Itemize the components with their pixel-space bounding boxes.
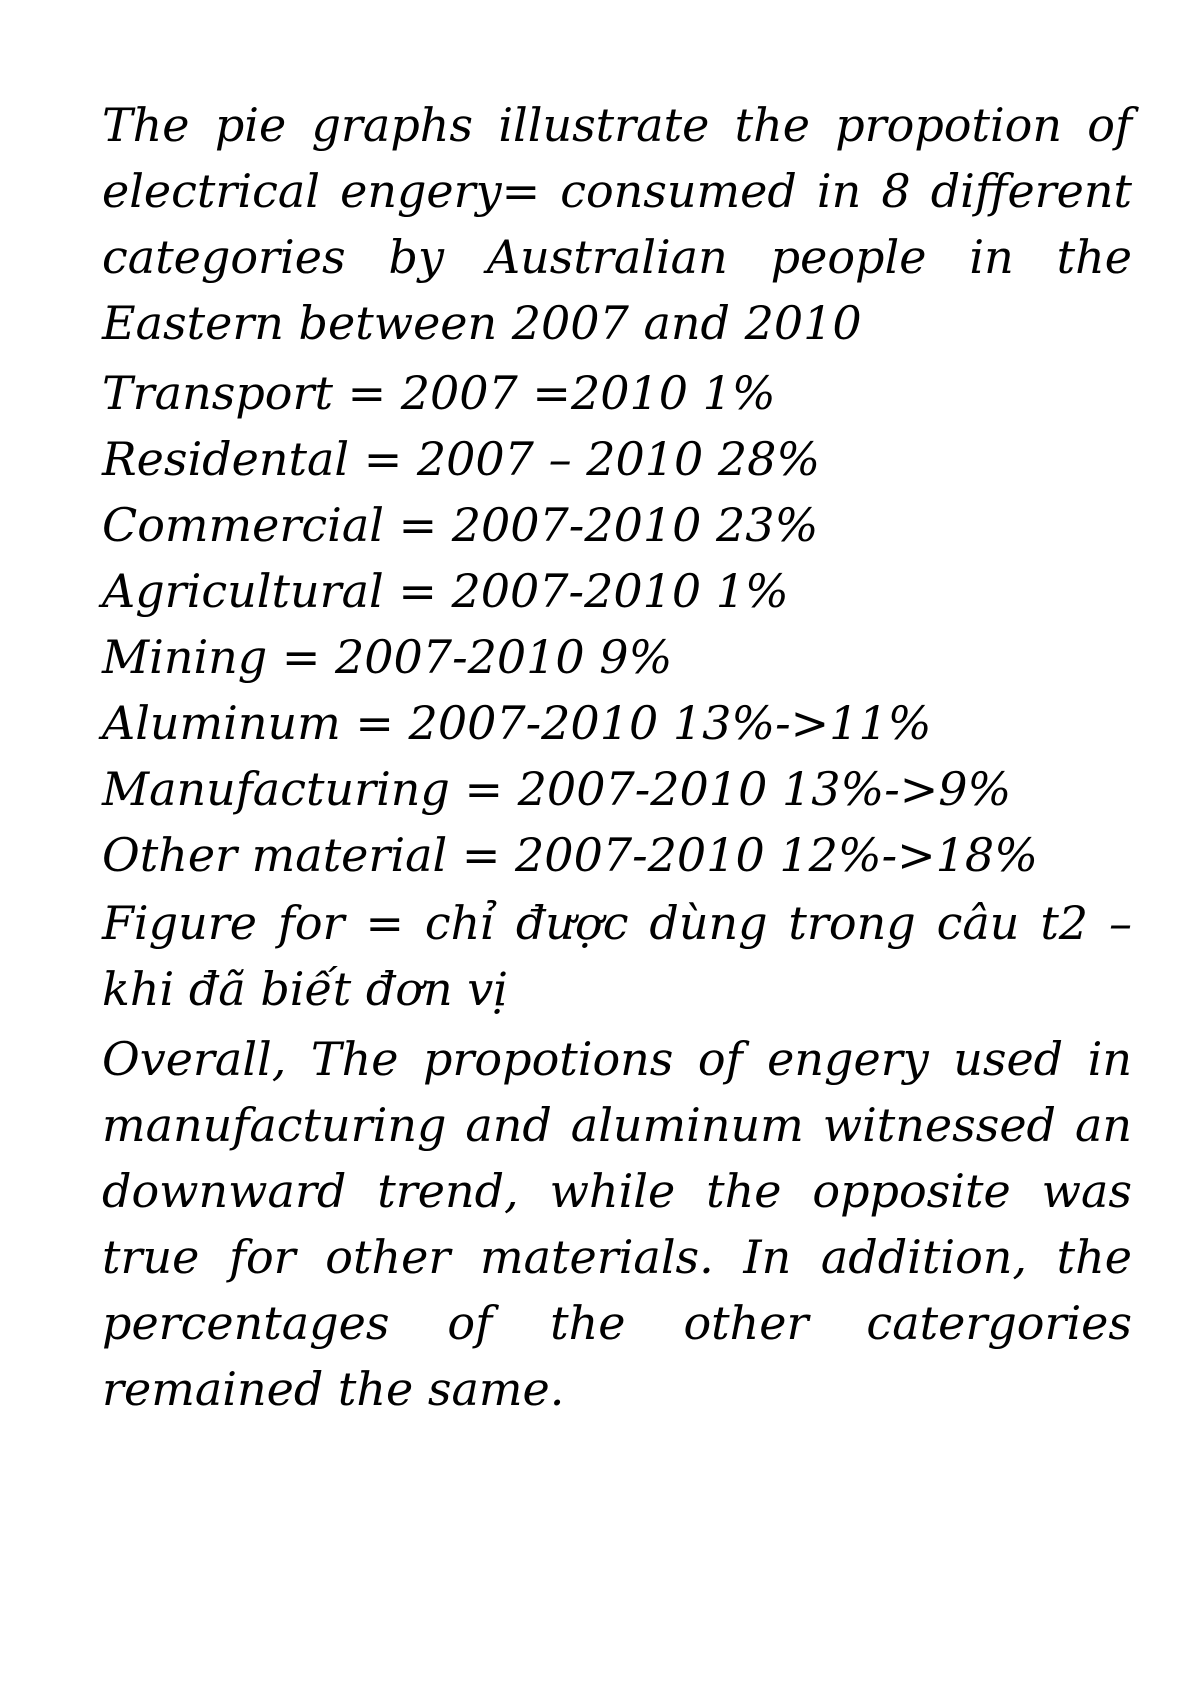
overview-paragraph: Overall, The propotions of engery used in manufacturing and aluminum witnessed an downward trend, while the opposite was true for other materials. In addition, the percentages of the other catergories remained the same. [102, 1032, 1132, 1416]
category-line-mining: Mining = 2007-2010 9% [102, 630, 673, 684]
category-line-aluminum: Aluminum = 2007-2010 13%->11% [102, 696, 932, 750]
category-line-commercial: Commercial = 2007-2010 23% [102, 498, 819, 552]
note-paragraph: Figure for = chỉ được dùng trong câu t2 – khi đã biết đơn vị [102, 896, 1132, 1016]
category-line-other-material: Other material = 2007-2010 12%->18% [102, 828, 1038, 882]
document-body [102, 92, 1132, 1422]
category-line-manufacturing: Manufacturing = 2007-2010 13%->9% [102, 762, 1012, 816]
intro-paragraph: The pie graphs illustrate the propotion of electrical engery= consumed in 8 different categories by Australian people in the Eastern between 2007 and 2010 [102, 98, 1132, 350]
category-line-transport: Transport = 2007 =2010 1% [102, 366, 776, 420]
category-line-agricultural: Agricultural = 2007-2010 1% [102, 564, 789, 618]
category-line-residential: Residental = 2007 – 2010 28% [102, 432, 821, 486]
